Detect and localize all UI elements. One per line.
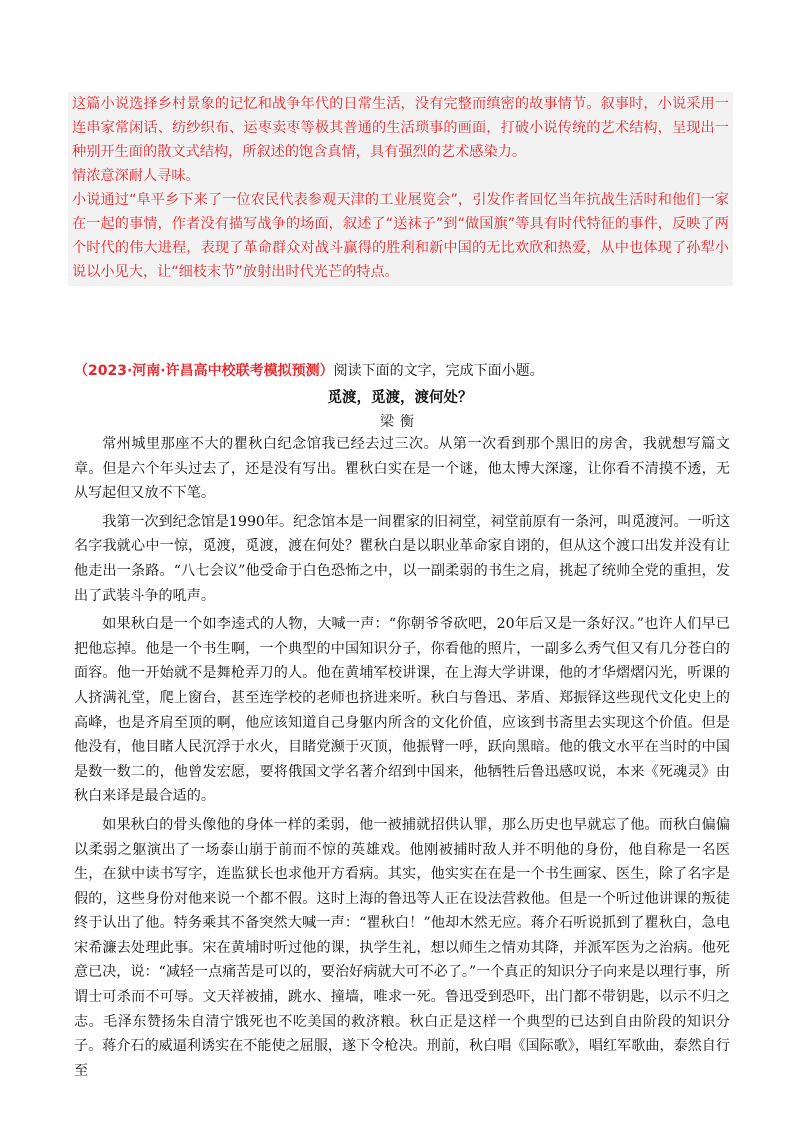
answer-explanation-box bbox=[68, 92, 733, 286]
question-source: （2023·河南·许昌高中校联考模拟预测） bbox=[74, 363, 334, 379]
answer-paragraph: 情浓意深耐人寻味。 bbox=[72, 168, 200, 184]
answer-paragraph: 这篇小说选择乡村景象的记忆和战争年代的日常生活，没有完整而缜密的故事情节。叙事时，小说采用一连串家常闲话、纺纱织布、运枣卖枣等极其普通的生活琐事的画面，打破小说传统的艺术结构，呈现出一种别开生面的散文式结构，所叙述的饱含真情，具有强烈的艺术感染力。 bbox=[72, 96, 729, 160]
article-author: 梁衡 bbox=[380, 414, 420, 430]
article-paragraph: 常州城里那座不大的瞿秋白纪念馆我已经去过三次。从第一次看到那个黑旧的房舍，我就想写篇文章。但是六个年头过去了，还是没有写出。瞿秋白实在是一个谜，他太博大深邃，让你看不清摸不透，无从写起但又放不下笔。 bbox=[74, 436, 730, 502]
answer-paragraph: 小说通过“阜平乡下来了一位农民代表参观天津的工业展览会”，引发作者回忆当年抗战生活时和他们一家在一起的事情，作者没有描写战争的场面，叙述了“送袜子”到“做国旗”等具有时代特征的事件，反映了两个时代的伟大进程，表现了革命群众对战斗赢得的胜利和新中国的无比欢欣和热爱，从中也体现了孙犁小说以小见大，让“细枝末节”放射出时代光芒的特点。 bbox=[72, 192, 729, 280]
article-body bbox=[74, 432, 730, 1087]
article-paragraph: 我第一次到纪念馆是1990年。纪念馆本是一间瞿家的旧祠堂，祠堂前原有一条河，叫觅渡河。一听这名字我就心中一惊，觅渡，觅渡，渡在何处？瞿秋白是以职业革命家自诩的，但从这个渡口出发并没有让他走出一条路。“八七会议”他受命于白色恐怖之中，以一副柔弱的书生之肩，挑起了统帅全党的重担，发出了武装斗争的吼声。 bbox=[74, 513, 730, 604]
article-paragraph: 如果秋白的骨头像他的身体一样的柔弱，他一被捕就招供认罪，那么历史也早就忘了他。而秋白偏偏以柔弱之躯演出了一场泰山崩于前而不惊的英雄戏。他刚被捕时敌人并不明他的身份，他自称是一名医生，在狱中读书写字，连监狱长也求他开方看病。其实，他实实在在是一个书生画家、医生，除了名字是假的，这些身份对他来说一个都不假。这时上海的鲁迅等人正在设法营救他。但是一个听过他讲课的叛徒终于认出了他。特务乘其不备突然大喊一声：“瞿秋白！”他却木然无应。蒋介石听说抓到了瞿秋白，急电宋希濂去处理此事。宋在黄埔时听过他的课，执学生礼，想以师生之情劝其降，并派军医为之治病。他死意已决，说：“减轻一点痛苦是可以的，要治好病就大可不必了。”一个真正的知识分子向来是以理行事，所谓士可杀而不可辱。文天祥被捕，跳水、撞墙，唯求一死。鲁迅受到恐吓，出门都不带钥匙，以示不归之志。毛泽东赞扬朱自清宁饿死也不吃美国的救济粮。秋白正是这样一个典型的已达到自由阶段的知识分子。蒋介石的威逼利诱实在不能使之屈服，遂下令枪决。刑前，秋白唱《国际歌》，唱红军歌曲，泰然自行至 bbox=[74, 816, 730, 1079]
article-paragraph: 如果秋白是一个如李逵式的人物，大喊一声：“你朝爷爷砍吧，20年后又是一条好汉。”也许人们早已把他忘掉。他是一个书生啊，一个典型的中国知识分子，你看他的照片，一副多么秀气但又有几分苍白的面容。他一开始就不是舞枪弄刀的人。他在黄埔军校讲课，在上海大学讲课，他的才华熠熠闪光，听课的人挤满礼堂，爬上窗台，甚至连学校的老师也挤进来听。秋白与鲁迅、茅盾、郑振铎这些现代文化史上的高峰，也是齐肩至顶的啊，他应该知道自己身躯内所含的文化价值，应该到书斋里去实现这个价值。但是他没有，他目睹人民沉浮于水火，目睹党濒于灭顶，他振臂一呼，跃向黑暗。他的俄文水平在当时的中国是数一数二的，他曾发宏愿，要将俄国文学名著介绍到中国来，他牺牲后鲁迅感叹说，本来《死魂灵》由秋白来译是最合适的。 bbox=[74, 616, 730, 805]
question-instruction: 阅读下面的文字，完成下面小题。 bbox=[333, 363, 544, 379]
question-header bbox=[74, 360, 734, 382]
article-title: 觅渡，觅渡，渡何处？ bbox=[327, 389, 473, 406]
